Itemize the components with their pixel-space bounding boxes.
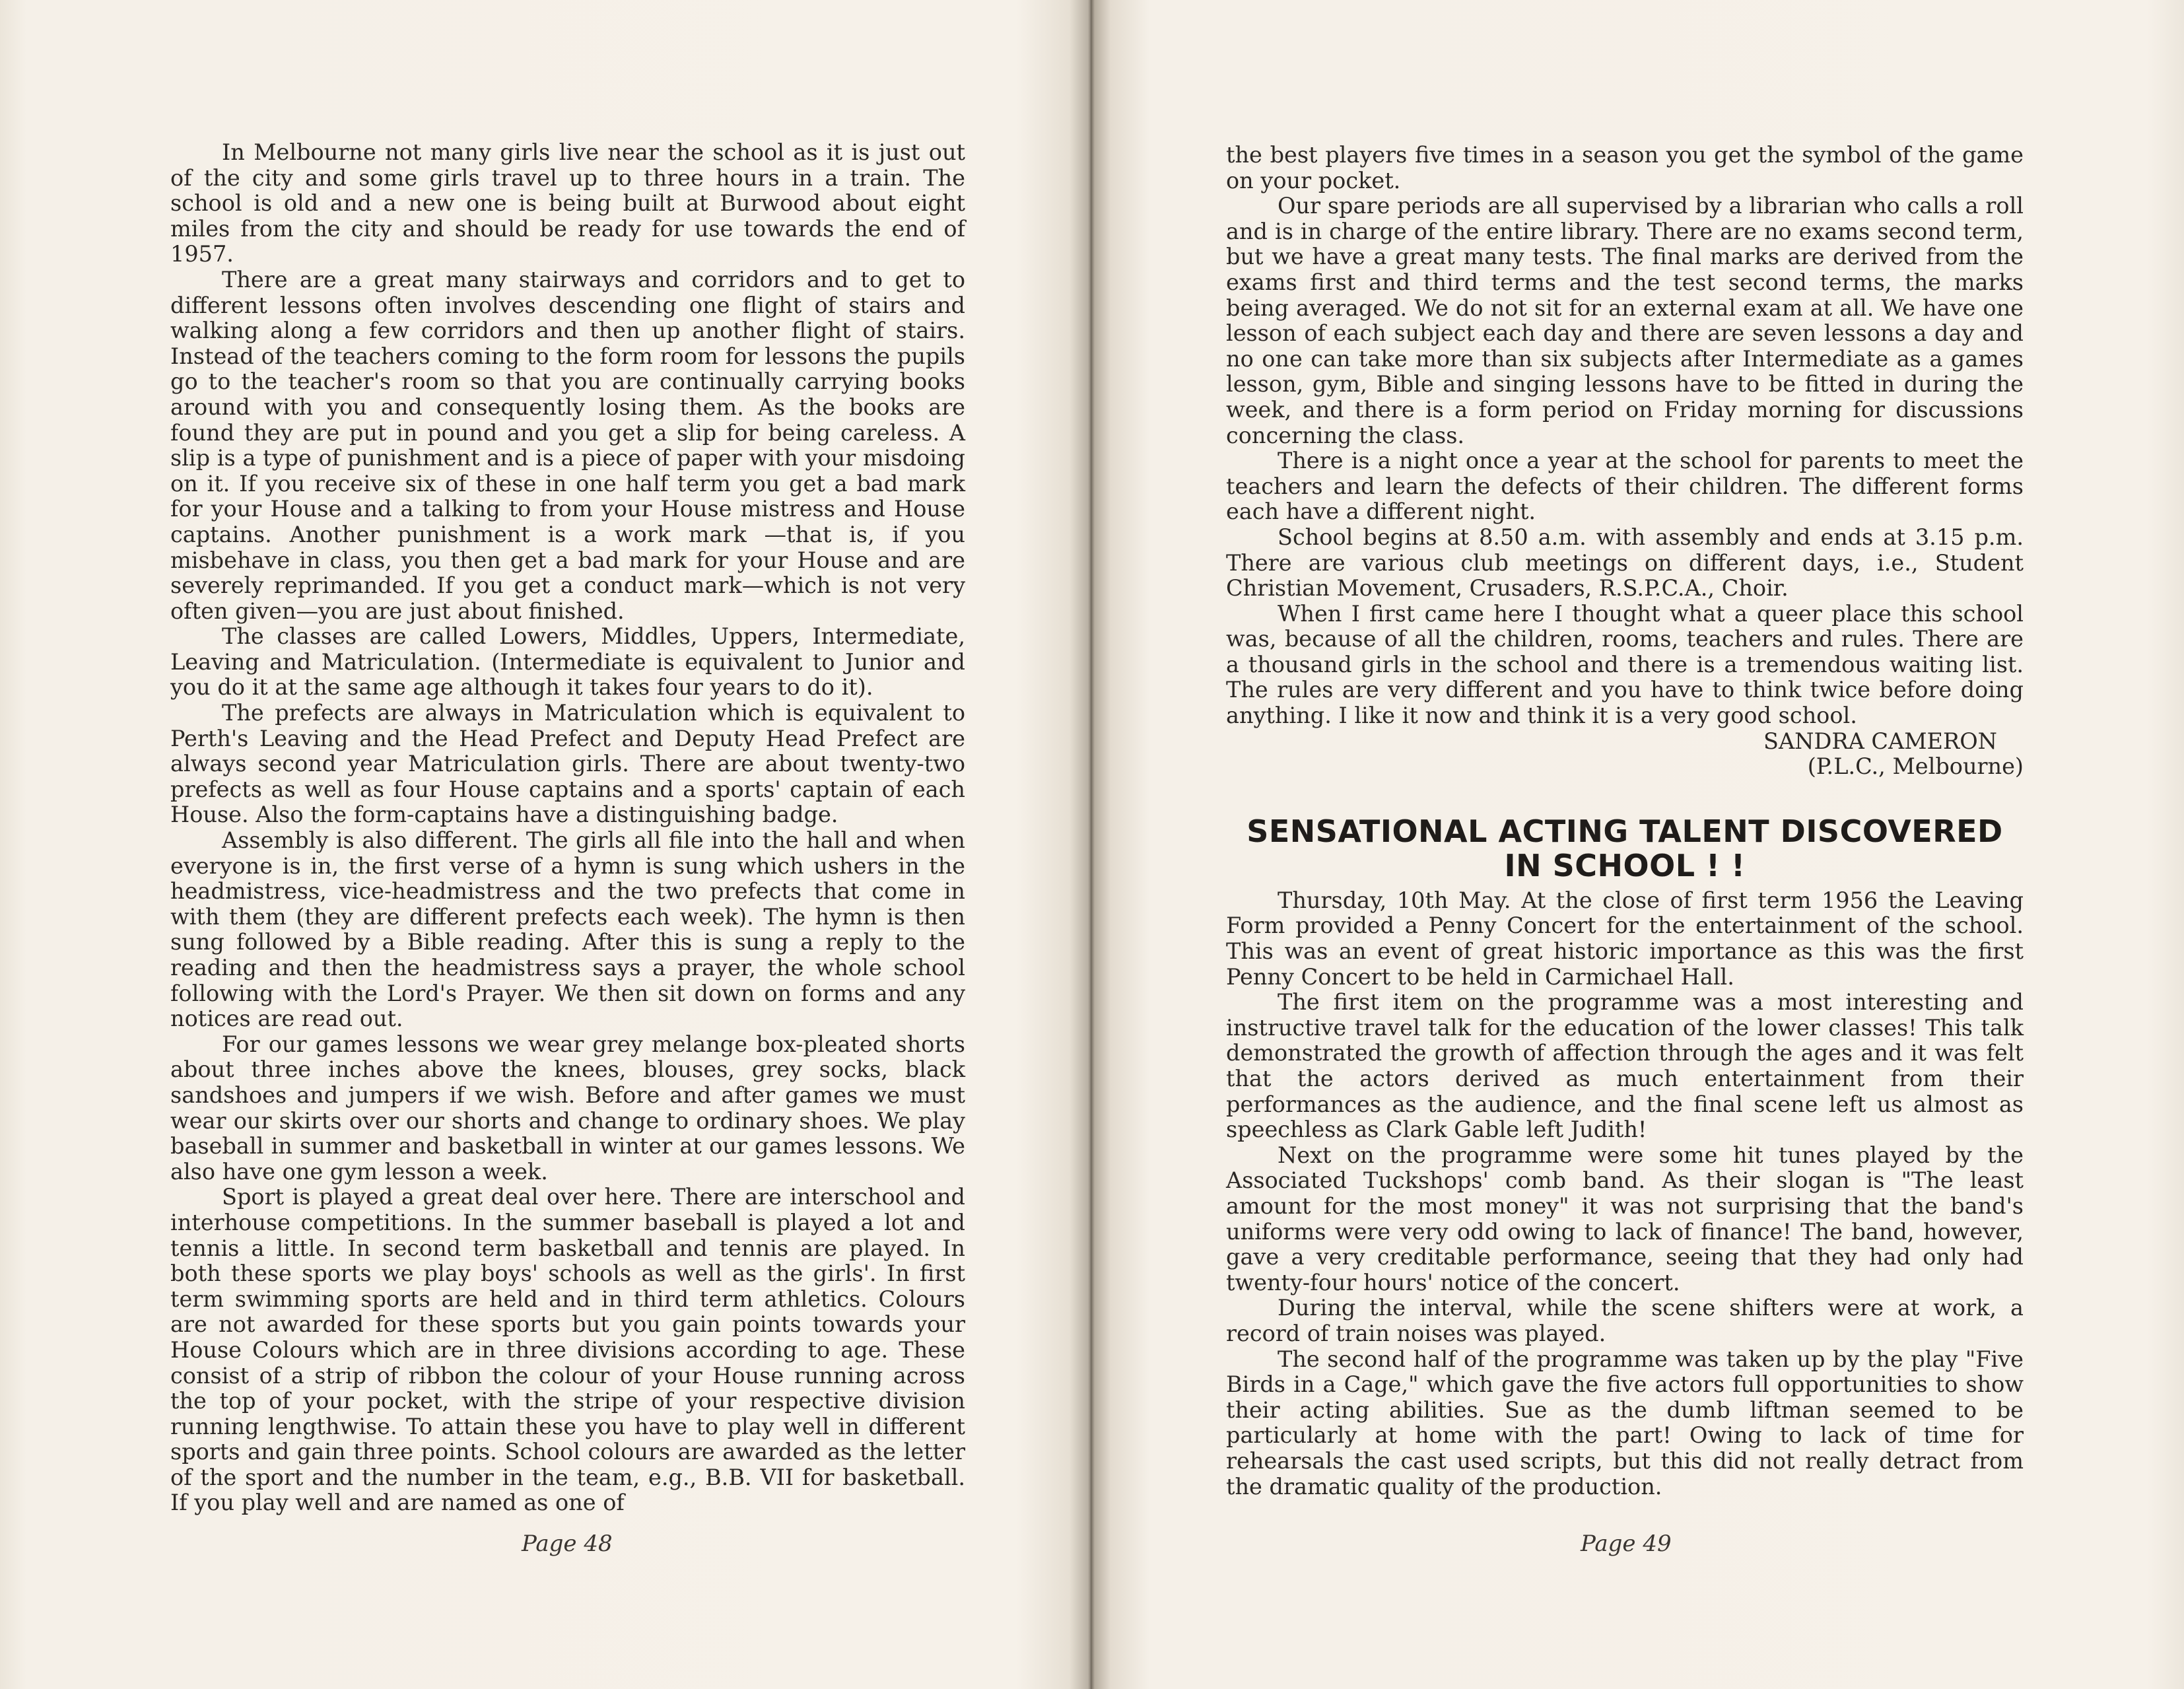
paragraph: There is a night once a year at the school for parents to meet the teachers and learn the defects of their children. The different forms each have a different night. — [1226, 448, 2024, 525]
signature-school: (P.L.C., Melbourne) — [1807, 753, 2024, 780]
paragraph: Sport is played a great deal over here. There are interschool and interhouse competitions. In the summer baseball is played a lot and tennis a little. In second term basketball and tennis are played. In both these sports we play boys' schools as well as the girls'. In first term swimming sports are held and in third term athletics. Colours are not awarded for these sports but you gain points towards your House Colours which are in three divisions according to age. These consist of a strip of ribbon the colour of your House running across the top of your pocket, with the stripe of your respective division running lengthwise. To attain these you have to play well in different sports and gain three points. School colours are awarded as the letter of the sport and the number in the team, e.g., B.B. VII for basketball. If you play well and are named as one of — [170, 1184, 965, 1516]
article-heading-line: IN SCHOOL ! ! — [1504, 847, 1746, 883]
paragraph: The second half of the programme was taken up by the play "Five Birds in a Cage," which gave the five actors full opportunities to show their acting abilities. Sue as the dumb liftman seemed to be particularly at home with the part! Owing to lack of time for rehearsals the cast used scripts, but this did not really detract from the dramatic quality of the production. — [1226, 1346, 2024, 1499]
paragraph: During the interval, while the scene shifters were at work, a record of train noises was played. — [1226, 1295, 2024, 1346]
paragraph: School begins at 8.50 a.m. with assembly and ends at 3.15 p.m. There are various club meetings on different days, i.e., Student Christian Movement, Crusaders, R.S.P.C.A., Choir. — [1226, 524, 2024, 602]
page-number: Page 49 — [1581, 1531, 1672, 1557]
signature-name: SANDRA CAMERON — [1763, 728, 1997, 754]
paragraph: In Melbourne not many girls live near the school as it is just out of the city and some girls travel up to three hours in a train. The school is old and a new one is being built at Burwood about eight miles from the city and should be ready for use towards the end of 1957. — [170, 139, 965, 267]
paragraph: Our spare periods are all supervised by a librarian who calls a roll and is in charge of the entire library. There are no exams second term, but we have a great many tests. The final marks are derived from the exams first and third terms and the test second terms, the marks being averaged. We do not sit for an external exam at all. We have one lesson of each subject each day and there are seven lessons a day and no one can take more than six subjects after Intermediate as a games lesson, gym, Bible and singing lessons have to be fitted in during the week, and there is a form period on Friday morning for discussions concerning the class. — [1226, 193, 2024, 448]
paragraph: Thursday, 10th May. At the close of first term 1956 the Leaving Form provided a Penny Concert for the entertainment of the school. This was an event of great historic importance as this was the first Penny Concert to be held in Carmichael Hall. — [1226, 887, 2024, 990]
paragraph: When I first came here I thought what a queer place this school was, because of all the children, rooms, teachers and rules. There are a thousand girls in the school and there is a tremendous waiting list. The rules are very different and you have to think twice before doing anything. I like it now and think it is a very good school. — [1226, 600, 2024, 729]
paragraph: The first item on the programme was a most interesting and instructive travel talk for the education of the lower classes! This talk demonstrated the growth of affection through the ages and it was felt that the actors derived as much entertainment from their performances as the audience, and the final scene left us almost as speechless as Clark Gable left Judith! — [1226, 989, 2024, 1143]
paragraph: There are a great many stairways and corridors and to get to different lessons often involves descending one flight of stairs and walking along a few corridors and then up another flight of stairs. Instead of the teachers coming to the form room for lessons the pupils go to the teacher's room so that you are continually carrying books around with you and consequently losing them. As the books are found they are put in pound and you get a slip for being careless. A slip is a type of punishment and is a piece of paper with your misdoing on it. If you receive six of these in one half term you get a bad mark for your House and a talking to from your House mistress and House captains. Another punishment is a work mark —that is, if you misbehave in class, you then get a bad mark for your House and are severely reprimanded. If you get a conduct mark—which is not very often given—you are just about finished. — [170, 266, 965, 624]
article-heading — [1226, 814, 2024, 883]
right-page-text-column — [1226, 143, 2024, 1499]
paragraph: The classes are called Lowers, Middles, Uppers, Intermediate, Leaving and Matriculation. (Intermediate is equivalent to Junior and you do it at the same age although it takes four years to do it). — [170, 623, 965, 701]
paragraph: The prefects are always in Matriculation which is equivalent to Perth's Leaving and the Head Prefect and Deputy Head Prefect are always second year Matriculation girls. There are about twenty-two prefects as well as four House captains and a sports' captain of each House. Also the form-captains have a distinguishing badge. — [170, 700, 965, 828]
right-page — [1091, 0, 2184, 1689]
paragraph: For our games lessons we wear grey melange box-pleated shorts about three inches above the knees, blouses, grey socks, black sandshoes and jumpers if we wish. Before and after games we must wear our skirts over our shorts and change to ordinary shoes. We play baseball in summer and basketball in winter at our games lessons. We also have one gym lesson a week. — [170, 1031, 965, 1185]
paragraph: Assembly is also different. The girls all file into the hall and when everyone is in, the first verse of a hymn is sung which ushers in the headmistress, vice-headmistress and the two prefects that come in with them (they are different prefects each week). The hymn is then sung followed by a Bible reading. After this is sung a reply to the reading and then the headmistress says a prayer, the whole school following with the Lord's Prayer. We then sit down on forms and any notices are read out. — [170, 827, 965, 1032]
left-page — [0, 0, 1091, 1689]
left-page-text-column — [170, 140, 965, 1516]
paragraph: Next on the programme were some hit tunes played by the Associated Tuckshops' comb band. As their slogan is "The least amount for the most money" it was not surprising that the band's uniforms were very odd owing to lack of finance! The band, however, gave a very creditable performance, seeing that they had only had twenty-four hours' notice of the concert. — [1226, 1142, 2024, 1295]
page-number: Page 48 — [522, 1531, 613, 1557]
paragraph: the best players five times in a season you get the symbol of the game on your pocket. — [1226, 142, 2024, 193]
article-heading-line: SENSATIONAL ACTING TALENT DISCOVERED — [1246, 813, 2003, 849]
